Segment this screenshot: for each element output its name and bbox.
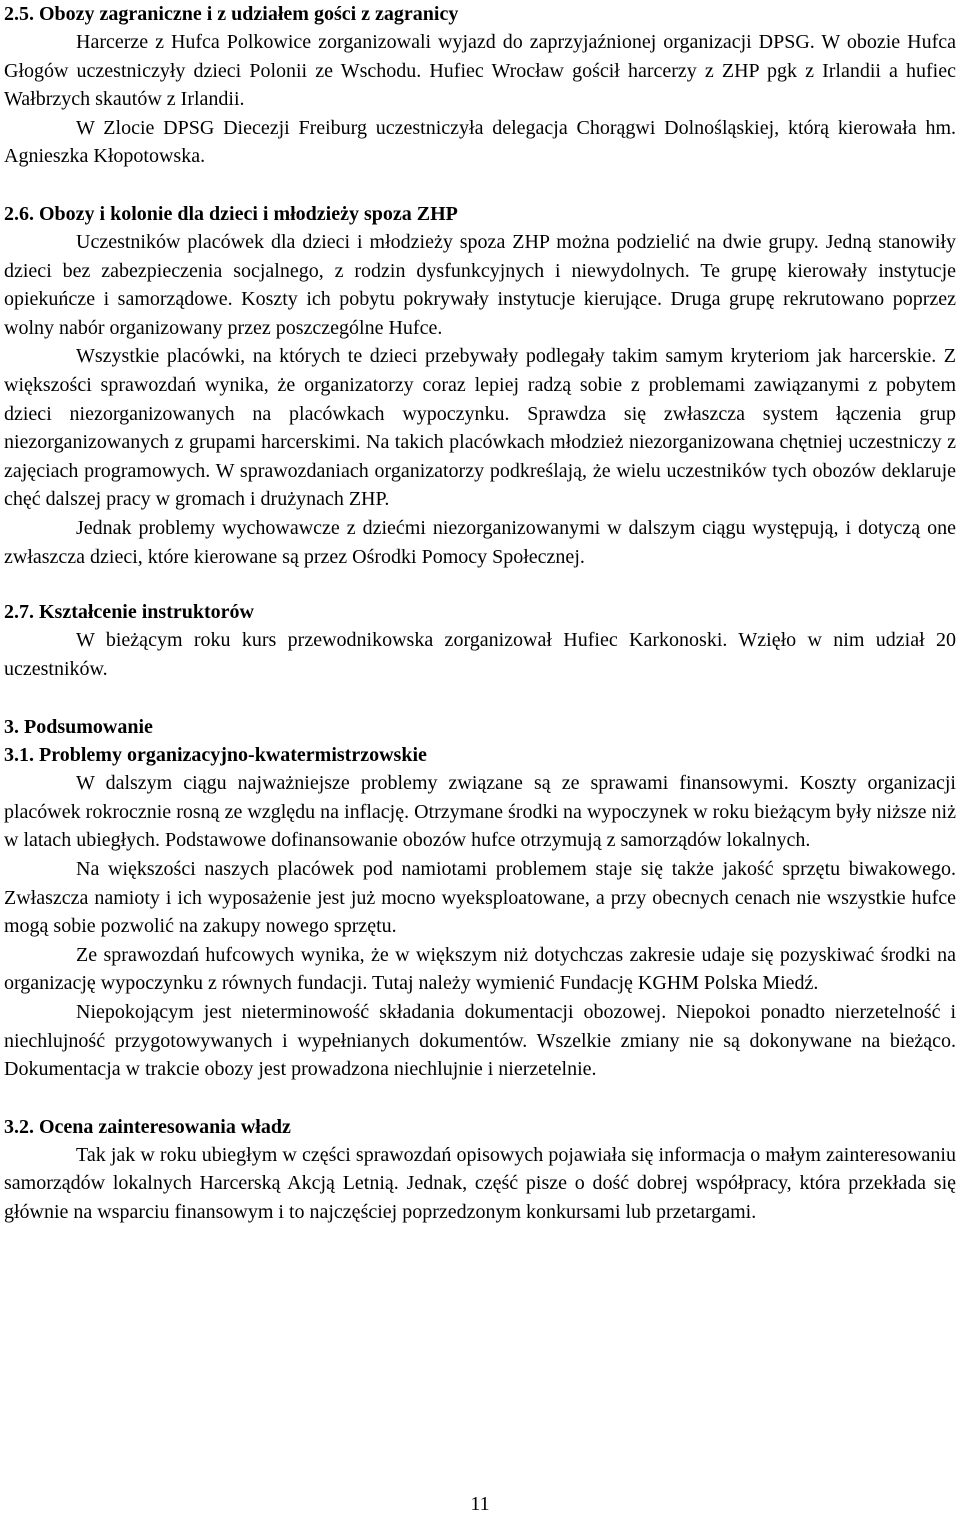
paragraph: Niepokojącym jest nieterminowość składania dokumentacji obozowej. Niepokoi ponadto nierzetelność i niechlujność przygotowywanych i wypełnianych dokumentów. Wszelkie zmiany nie są dokonywane na bieżąco. Dokumentacja w trakcie obozy jest prowadzona niechlujnie i nierzetelnie. bbox=[4, 1001, 956, 1081]
section-2-6 bbox=[4, 200, 956, 571]
paragraph: Jednak problemy wychowawcze z dziećmi niezorganizowanymi w dalszym ciągu występują, i dotyczą one zwłaszcza dzieci, które kierowane są przez Ośrodki Pomocy Społecznej. bbox=[4, 516, 956, 568]
paragraph: Ze sprawozdań hufcowych wynika, że w większym niż dotychczas zakresie udaje się pozyskiwać środki na organizację wypoczynku z równych fundacji. Tutaj należy wymienić Fundację KGHM Polska Miedź. bbox=[4, 943, 956, 995]
section-3-1 bbox=[4, 741, 956, 1084]
paragraph: W Zlocie DPSG Diecezji Freiburg uczestniczyła delegacja Chorągwi Dolnośląskiej, którą kierowała hm. Agnieszka Kłopotowska. bbox=[4, 116, 956, 168]
paragraph: Uczestników placówek dla dzieci i młodzieży spoza ZHP można podzielić na dwie grupy. Jedną stanowiły dzieci bez zabezpieczenia socjalnego, z rodzin dysfunkcyjnych i niewydolnych. Te grupę kierowały instytucje opiekuńcze i samorządowe. Koszty ich pobytu pokrywały instytucje kierujące. Druga grupę rekrutowano poprzez wolny nabór organizowany przez poszczególne Hufce. bbox=[4, 230, 956, 339]
section-2-7 bbox=[4, 598, 956, 683]
section-heading: 2.5. Obozy zagraniczne i z udziałem gości z zagranicy bbox=[4, 3, 459, 25]
chapter-heading: 3. Podsumowanie bbox=[4, 716, 153, 739]
paragraph: W dalszym ciągu najważniejsze problemy związane są ze sprawami finansowymi. Koszty organizacji placówek rokrocznie rosną ze względu na inflację. Otrzymane środki na wypoczynek w roku bieżącym były niższe niż w latach ubiegłych. Podstawowe dofinansowanie obozów hufce otrzymują z samorządów lokalnych. bbox=[4, 772, 956, 852]
paragraph: W bieżącym roku kurs przewodnikowska zorganizował Hufiec Karkonoski. Wzięło w nim udział 20 uczestników. bbox=[4, 629, 956, 680]
paragraph: Wszystkie placówki, na których te dzieci przebywały podlegały takim samym kryteriom jak harcerskie. Z większości sprawozdań wynika, że organizatorzy coraz lepiej radzą sobie z problemami zawiązanymi z pobytem dzieci niezorganizowanych na placówkach wypoczynku. Sprawdza się zwłaszcza system łączenia grup niezorganizowanych z grupami harcerskimi. Na takich placówkach młodzież niezorganizowana chętniej uczestniczy z zajęciach programowych. W sprawozdaniach organizatorzy podkreślają, że wielu uczestników tych obozów deklaruje chęć dalszej pracy w gromach i drużynach ZHP. bbox=[4, 345, 956, 511]
document-page bbox=[4, 0, 956, 1227]
section-2-5 bbox=[4, 0, 956, 171]
paragraph: Tak jak w roku ubiegłym w części sprawozdań opisowych pojawiała się informacja o małym zainteresowaniu samorządów lokalnych Harcerską Akcją Letnią. Jednak, część pisze o dość dobrej współpracy, która przekłada się głównie na wsparciu finansowym i to najczęściej poprzedzonym konkursami lub przetargami. bbox=[4, 1143, 956, 1223]
page-number: 11 bbox=[470, 1493, 490, 1515]
section-heading: 2.6. Obozy i kolonie dla dzieci i młodzieży spoza ZHP bbox=[4, 202, 458, 225]
paragraph: Harcerze z Hufca Polkowice zorganizowali wyjazd do zaprzyjaźnionej organizacji DPSG. W obozie Hufca Głogów uczestniczyły dzieci Polonii ze Wschodu. Hufiec Wrocław gościł harcerzy z ZHP pgk z Irlandii a hufiec Wałbrzych skautów z Irlandii. bbox=[4, 31, 956, 111]
section-3-2 bbox=[4, 1113, 956, 1227]
section-heading: 3.1. Problemy organizacyjno-kwatermistrzowskie bbox=[4, 744, 427, 767]
paragraph: Na większości naszych placówek pod namiotami problemem staje się także jakość sprzętu biwakowego. Zwłaszcza namioty i ich wyposażenie jest już mocno wyeksploatowane, a przy obecnych cenach nie wszystkie hufce mogą sobie pozwolić na zakupy nowego sprzętu. bbox=[4, 858, 956, 938]
section-3 bbox=[4, 713, 956, 741]
section-heading: 2.7. Kształcenie instruktorów bbox=[4, 601, 254, 624]
section-heading: 3.2. Ocena zainteresowania władz bbox=[4, 1115, 291, 1138]
